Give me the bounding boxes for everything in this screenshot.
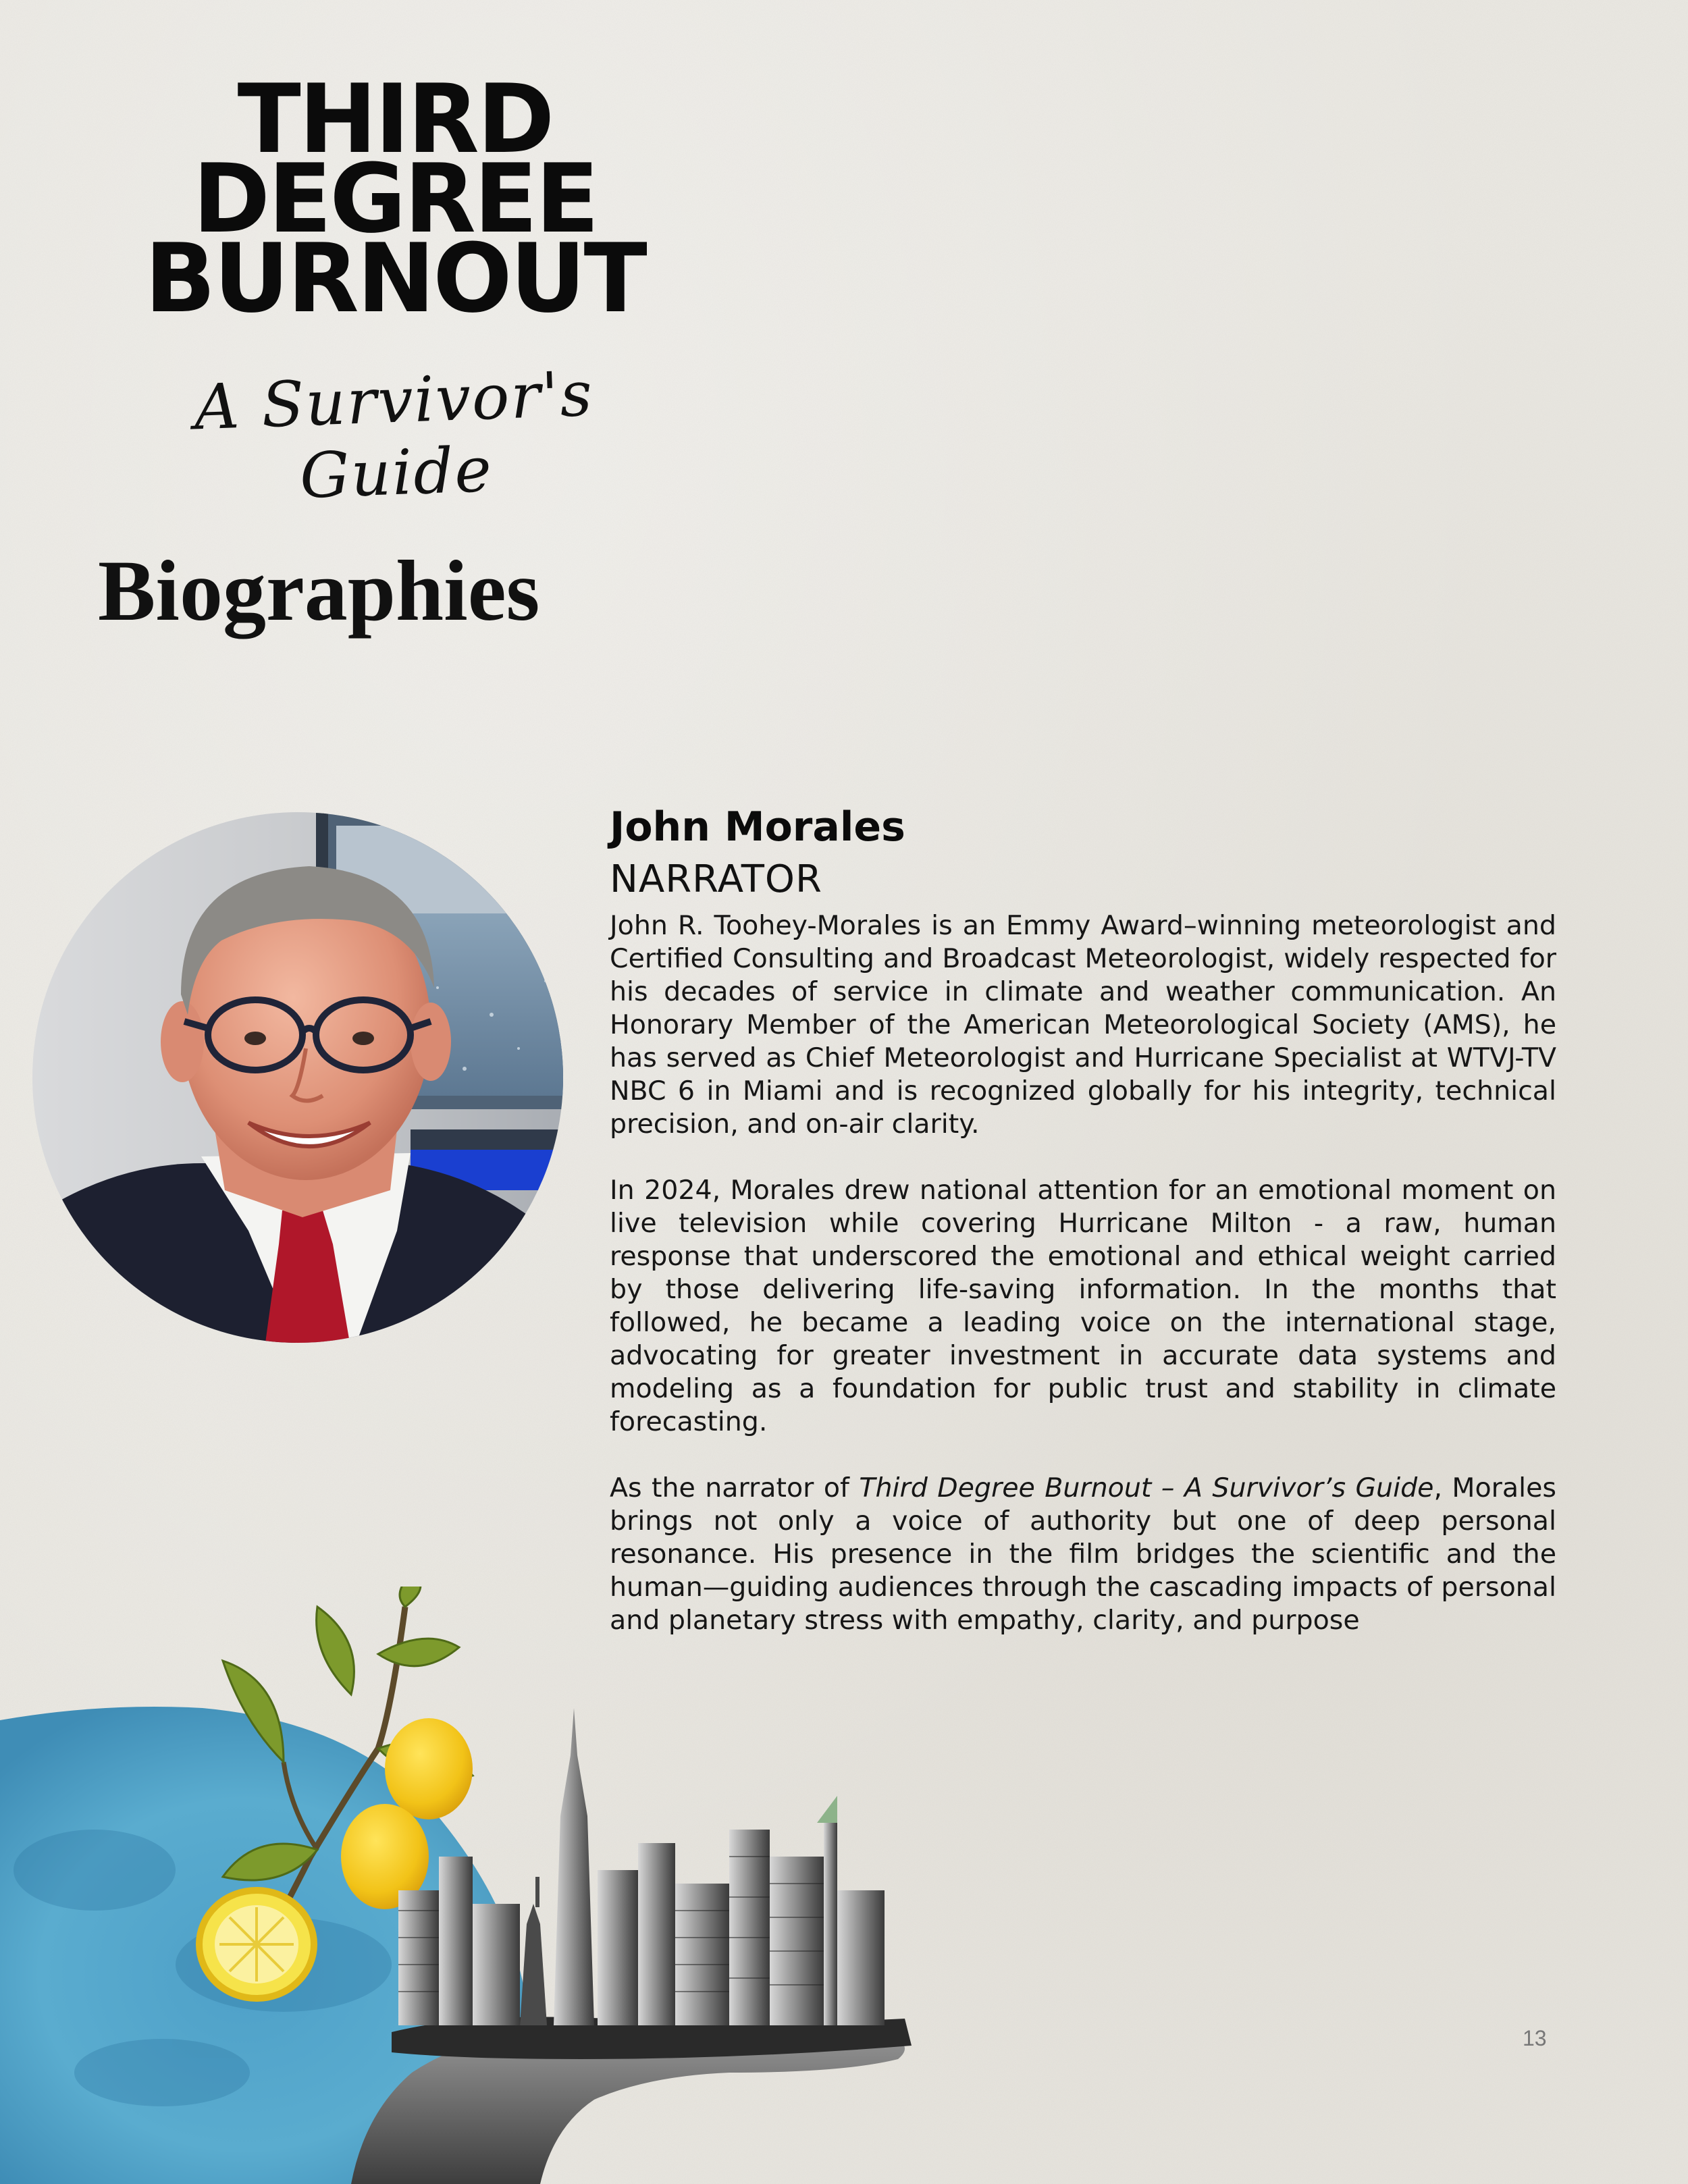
bio-paragraph-1: John R. Toohey-Morales is an Emmy Award–winning meteorologist and Certified Consulting and Broadcast Meteorologist, widely respected for his decades of service in climate and weather communication. An Honorary Member of the American Meteorological Society (AMS), he has served as Chief Meteorologist and Hurricane Specialist at WTVJ-TV NBC 6 in Miami and is recognized globally for his integrity, technical precision, and on-air clarity. — [610, 910, 1556, 1140]
bio-paragraph-3-suffix: , Morales brings not only a voice of authority but one of deep personal resonance. His presence in the film bridges the scientific and the human—guiding audiences through the cascading impacts of personal and planetary stress with empathy, clarity, and purpose — [610, 1472, 1556, 1636]
portrait-photo — [32, 812, 563, 1343]
bio-paragraph-2: In 2024, Morales drew national attention for an emotional moment on live television while covering Hurricane Milton - a raw, human response that underscored the emotional and ethical weight carried by those delivering life-saving information. In the months that followed, he became a leading voice on the international stage, advocating for greater investment in accurate data systems and modeling as a foundation for public trust and stability in climate forecasting. — [610, 1175, 1556, 1437]
page-number: 13 — [1523, 2026, 1547, 2050]
film-title: Third Degree Burnout – A Survivor’s Guide — [859, 1472, 1434, 1503]
collage-illustration — [0, 1587, 945, 2184]
publication-subtitle: A Survivor's Guide — [192, 357, 595, 512]
bio-name: John Morales — [610, 803, 905, 851]
publication-title — [132, 63, 658, 334]
title-line-2: DEGREE — [192, 143, 598, 255]
biography — [610, 800, 1556, 1670]
bio-paragraph-3-prefix: As the narrator of — [610, 1472, 860, 1503]
title-line-3: BURNOUT — [144, 223, 645, 334]
section-title: Biographies — [98, 543, 540, 639]
title-line-1: THIRD — [237, 63, 553, 175]
bio-role: NARRATOR — [610, 857, 822, 901]
